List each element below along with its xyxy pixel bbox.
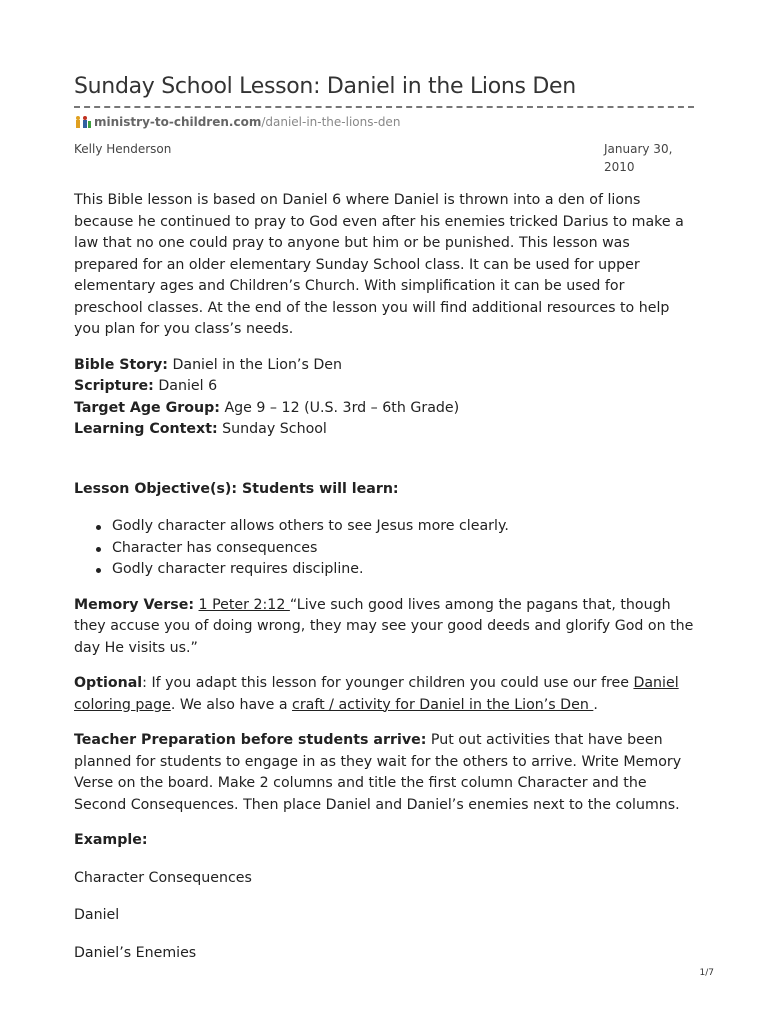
fact-bible-story: Bible Story: Daniel in the Lion’s Den xyxy=(74,356,342,373)
source-line xyxy=(74,114,694,130)
bullet-icon xyxy=(96,525,101,530)
bullet-icon xyxy=(96,547,101,552)
page-number: 1/7 xyxy=(699,968,714,978)
fact-target-age: Target Age Group: Age 9 – 12 (U.S. 3rd – 6th Grade) xyxy=(74,399,460,416)
ministry-logo-icon xyxy=(74,115,92,129)
objectives-list xyxy=(74,516,694,581)
example-line-enemies: Daniel’s Enemies xyxy=(74,944,197,961)
fact-scripture: Scripture: Daniel 6 xyxy=(74,378,218,394)
intro-paragraph: This Bible lesson is based on Daniel 6 where Daniel is thrown into a den of lions because he continued to pray to God even after his enemies tricked Darius to make a law that no one could pray to anyone but him or be punished. This lesson was prepared for an older elementary Sunday School class. It can be used for upper elementary ages and Children’s Church. With simplification it can be used for preschool classes. At the end of the lesson you will find additional resources to help you plan for you class’s needs. xyxy=(74,192,684,337)
list-item: Character has consequences xyxy=(74,538,694,560)
memory-verse-link[interactable]: 1 Peter 2:12 xyxy=(198,596,290,613)
source-domain-link[interactable]: ministry-to-children.com xyxy=(94,115,262,129)
fact-learning-context: Learning Context: Sunday School xyxy=(74,421,327,437)
memory-verse: Memory Verse: 1 Peter 2:12 “Live such good lives among the pagans that, though they accuse you of doing wrong, they may see your good deeds and glorify God on the day He visits us.” xyxy=(74,596,694,656)
article-body xyxy=(74,190,694,964)
page-title: Sunday School Lesson: Daniel in the Lions Den xyxy=(74,74,576,99)
source-path: /daniel-in-the-lions-den xyxy=(261,115,401,129)
list-item: Godly character allows others to see Jesus more clearly. xyxy=(74,516,694,538)
author-name: Kelly Henderson xyxy=(74,142,172,156)
coloring-page-link[interactable]: Daniel coloring page xyxy=(74,675,679,713)
craft-activity-link[interactable]: craft / activity for Daniel in the Lion’s Den xyxy=(292,696,594,713)
example-line-columns: Character Consequences xyxy=(74,869,252,886)
optional-note: Optional: If you adapt this lesson for younger children you could use our free Daniel coloring page. We also have a craft / activity for Daniel in the Lion’s Den . xyxy=(74,675,679,713)
document-page xyxy=(74,72,694,964)
bullet-icon xyxy=(96,568,101,573)
list-item: Godly character requires discipline. xyxy=(74,559,694,581)
example-line-daniel: Daniel xyxy=(74,907,120,923)
teacher-preparation: Teacher Preparation before students arrive: Put out activities that have been planned for students to engage in as they wait for the others to arrive. Write Memory Verse on the board. Make 2 columns and title the first column Character and the Second Consequences. Then place Daniel and Daniel’s enemies next to the columns. xyxy=(74,732,682,813)
example-heading: Example: xyxy=(74,832,148,848)
article-meta xyxy=(74,140,694,180)
lesson-facts xyxy=(74,355,694,441)
title-divider xyxy=(74,106,694,108)
publish-date: January 30, 2010 xyxy=(604,142,673,174)
objective-heading: Lesson Objective(s): Students will learn: xyxy=(74,480,399,497)
